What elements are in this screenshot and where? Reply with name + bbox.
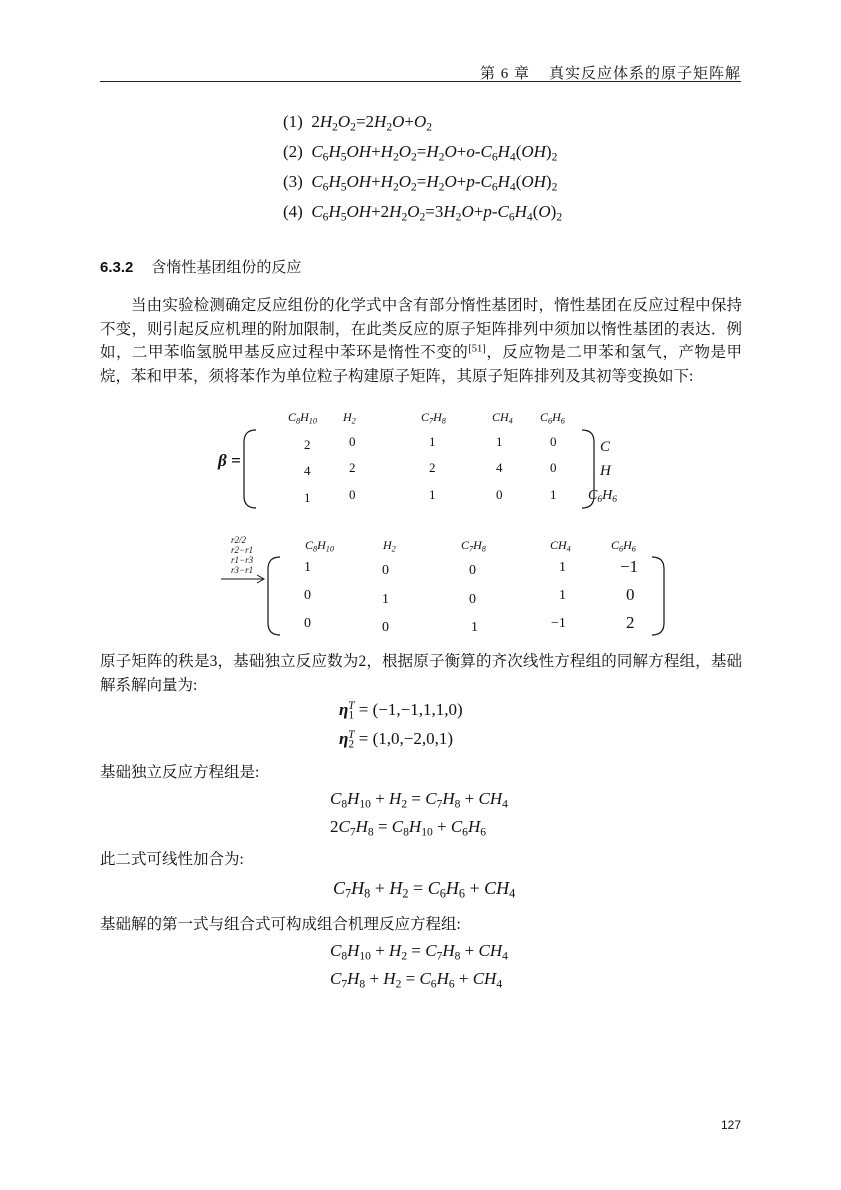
basic-reaction-1: $C_8H_{10} + H_2 = C_7H_8 + CH_4$ (330, 789, 508, 811)
equation-1: (1) $2H_2O_2=2H_2O+O_2$ (283, 112, 433, 134)
m1-r1-c3: 1 (429, 434, 436, 449)
eta2-vector: $\eta_2^T = (1,0,-2,0,1)$ (339, 728, 454, 751)
m1-r2-c4: 4 (496, 460, 503, 475)
transform-arrow-icon (221, 573, 267, 585)
m1-r1-c4: 1 (496, 434, 503, 449)
combined-reaction: $C_7H_8 + H_2 = C_6H_6 + CH_4$ (333, 878, 516, 901)
equation-2: (2) $C_6H_5OH+H_2O_2=H_2O+o-C_6H_4(OH)_2$ (283, 142, 558, 164)
basic-label: 基础独立反应方程组是: (100, 764, 260, 781)
running-header (480, 62, 741, 83)
row-op-3: r1−r3 (231, 555, 254, 565)
col-header-c6h6: $C_6H_6$ (540, 410, 565, 426)
row-label-h: H (600, 463, 611, 479)
col-header-ch4: $CH_4$ (492, 410, 513, 426)
m1-r2-c3: 2 (429, 460, 436, 475)
m2-r1-c1: 1 (304, 560, 311, 575)
combine-label: 此二式可线性加合为: (100, 851, 244, 868)
m1-r3-c2: 0 (349, 487, 356, 502)
row-label-c: C (600, 439, 611, 455)
mech-label: 基础解的第一式与组合式可构成组合机理反应方程组: (100, 916, 461, 933)
eta1-value: (−1,−1,1,1,0) (372, 700, 463, 719)
m1-r1-c2: 0 (349, 434, 356, 449)
paragraph-text-tail: ，反应物是二甲苯和氢气，产物是甲烷，苯和甲苯，须将苯作为单位粒子构建原子矩阵，其原子矩阵排列及其初等变换如下: (100, 344, 742, 385)
row-op-2: r2−r1 (231, 545, 254, 555)
page-number: 127 (720, 1118, 741, 1132)
m2-left-bracket (264, 555, 284, 637)
m1-r1-c1: 2 (304, 437, 311, 452)
m1-r3-c4: 0 (496, 487, 503, 502)
m2-r3-c4: −1 (551, 616, 566, 631)
basic-reaction-2: $2C_7H_8 = C_8H_{10} + C_6H_6$ (330, 817, 487, 839)
equation-3-number: (3) (283, 172, 303, 191)
col-header-c8h10: $C_8H_{10}$ (288, 410, 317, 426)
m2-r3-c5: 2 (626, 613, 635, 632)
equation-3: (3) $C_6H_5OH+H_2O_2=H_2O+p-C_6H_4(OH)_2$ (283, 172, 558, 194)
col-header-c7h8: $C_7H_8$ (421, 410, 446, 426)
mechanism-reaction-2: $C_7H_8 + H_2 = C_6H_6 + CH_4$ (330, 969, 503, 991)
m2-r3-c3: 1 (471, 620, 478, 635)
m2-r1-c5: −1 (620, 557, 639, 576)
section-number: 6.3.2 (100, 259, 134, 276)
header-chapter: 第 6 章 (479, 66, 530, 82)
m2-r3-c1: 0 (304, 616, 311, 631)
m1-r1-c5: 0 (550, 434, 557, 449)
row-label-c6h6: $C_6H_6$ (588, 488, 617, 505)
left-bracket (240, 428, 260, 510)
basic-label-line (100, 761, 742, 785)
m2-col-header-c8h10: $C_8H_{10}$ (305, 538, 334, 554)
row-op-1: r2/2 (231, 535, 247, 545)
m2-col-header-c7h8: $C_7H_8$ (461, 538, 486, 554)
m2-right-bracket (648, 555, 668, 637)
eta2-value: (1,0,−2,0,1) (372, 729, 454, 748)
equation-4: (4) $C_6H_5OH+2H_2O_2=3H_2O+p-C_6H_4(O)_2$ (283, 202, 563, 224)
equation-2-number: (2) (283, 142, 303, 161)
header-title: 真实反应体系的原子矩阵解 (548, 66, 741, 82)
m2-col-header-ch4: $CH_4$ (550, 538, 571, 554)
beta-symbol: β = (218, 451, 241, 470)
m1-r2-c5: 0 (550, 460, 557, 475)
m1-r2-c2: 2 (349, 460, 356, 475)
m1-r2-c1: 4 (304, 463, 311, 478)
body-paragraph (100, 294, 742, 388)
m2-r2-c2: 1 (382, 592, 389, 607)
mechanism-reaction-1: $C_8H_{10} + H_2 = C_7H_8 + CH_4$ (330, 941, 508, 963)
m2-r2-c1: 0 (304, 588, 311, 603)
equation-4-number: (4) (283, 202, 303, 221)
section-heading (100, 256, 301, 277)
m2-r3-c2: 0 (382, 620, 389, 635)
m1-r3-c5: 1 (550, 487, 557, 502)
row-op-4: r3−r1 (231, 565, 254, 575)
m2-r1-c3: 0 (469, 563, 476, 578)
equation-1-number: (1) (283, 112, 303, 131)
rank-paragraph (100, 650, 742, 697)
row-operations (231, 535, 253, 575)
col-header-h2: $H_2$ (343, 410, 356, 426)
m2-col-header-c6h6: $C_6H_6$ (611, 538, 636, 554)
m2-r2-c4: 1 (559, 588, 566, 603)
m2-r2-c5: 0 (626, 585, 635, 604)
eta1-vector: $\eta_1^T = (-1,-1,1,1,0)$ (339, 699, 463, 722)
m1-r3-c1: 1 (304, 490, 311, 505)
m2-col-header-h2: $H_2$ (383, 538, 396, 554)
rank-text: 原子矩阵的秩是3，基础独立反应数为2，根据原子衡算的齐次线性方程组的同解方程组，基础解系解向量为: (100, 653, 742, 694)
m1-r3-c3: 1 (429, 487, 436, 502)
paragraph-text: 当由实验检测确定反应组份的化学式中含有部分惰性基团时，惰性基团在反应过程中保持不变，则引起反应机理的附加限制，在此类反应的原子矩阵排列中须加以惰性基团的表达．例如，二甲苯临氢脱甲基反应过程中苯环是惰性不变的 (100, 297, 742, 361)
section-title: 含惰性基团组份的反应 (151, 259, 302, 276)
mech-label-line (100, 913, 742, 937)
citation: [51] (468, 343, 486, 355)
combine-label-line (100, 848, 742, 872)
m2-r2-c3: 0 (469, 592, 476, 607)
m2-r1-c4: 1 (559, 560, 566, 575)
header-rule (100, 81, 741, 82)
m2-r1-c2: 0 (382, 563, 389, 578)
